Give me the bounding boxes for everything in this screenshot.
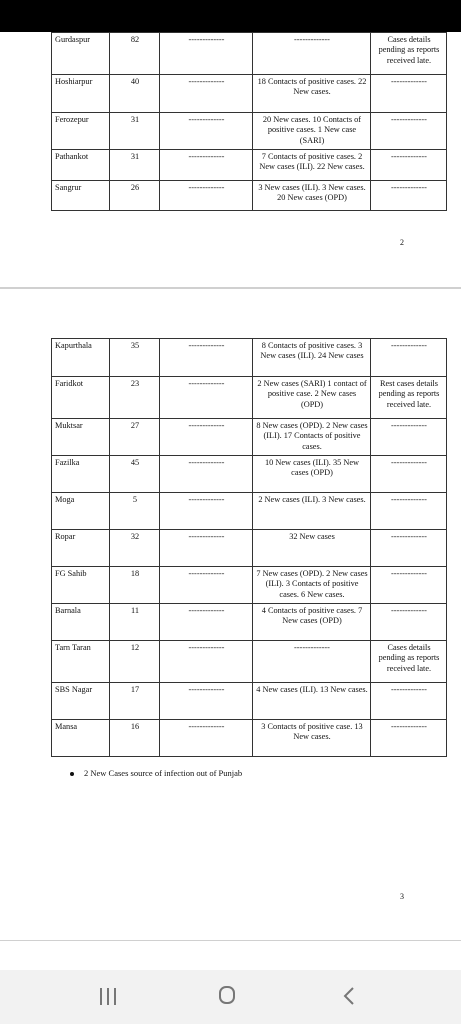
table-row: [52, 150, 447, 181]
case-details: 3 New cases (ILI). 3 New cases. 20 New cases (OPD): [253, 181, 371, 211]
case-details: 32 New cases: [253, 530, 371, 567]
district-name: Moga: [52, 493, 110, 530]
case-count: 32: [110, 530, 160, 567]
district-name: Pathankot: [52, 150, 110, 181]
district-name: Muktsar: [52, 419, 110, 456]
cell-col3: -------------: [160, 75, 253, 113]
cell-col3: -------------: [160, 113, 253, 150]
district-name: Hoshiarpur: [52, 75, 110, 113]
home-icon[interactable]: [219, 986, 235, 1004]
case-count: 40: [110, 75, 160, 113]
case-details: 20 New cases. 10 Contacts of positive cases. 1 New case (SARI): [253, 113, 371, 150]
case-count: 17: [110, 683, 160, 720]
remarks: -------------: [371, 75, 447, 113]
remarks: -------------: [371, 720, 447, 757]
table-row: [52, 419, 447, 456]
table-row: [52, 33, 447, 75]
case-details: 7 Contacts of positive cases. 2 New cases (ILI). 22 New cases.: [253, 150, 371, 181]
cell-col3: -------------: [160, 493, 253, 530]
district-name: Faridkot: [52, 377, 110, 419]
table-row: [52, 181, 447, 211]
cell-col3: -------------: [160, 419, 253, 456]
case-count: 31: [110, 113, 160, 150]
case-details: -------------: [253, 33, 371, 75]
page-number: 3: [400, 892, 404, 901]
district-name: Fazilka: [52, 456, 110, 493]
table-row: [52, 339, 447, 377]
remarks: Rest cases details pending as reports received late.: [371, 377, 447, 419]
table-row: [52, 377, 447, 419]
table-row: [52, 493, 447, 530]
table-row: [52, 113, 447, 150]
cell-col3: -------------: [160, 339, 253, 377]
table-row: [52, 567, 447, 604]
case-count: 5: [110, 493, 160, 530]
district-name: Sangrur: [52, 181, 110, 211]
cell-col3: -------------: [160, 150, 253, 181]
table-row: [52, 683, 447, 720]
remarks: -------------: [371, 493, 447, 530]
case-details: 2 New cases (ILI). 3 New cases.: [253, 493, 371, 530]
footnote: [70, 768, 242, 778]
district-name: Mansa: [52, 720, 110, 757]
recent-apps-icon[interactable]: [100, 988, 118, 1005]
remarks: -------------: [371, 530, 447, 567]
district-cases-table-page-2: [51, 32, 447, 211]
case-details: 18 Contacts of positive cases. 22 New cases.: [253, 75, 371, 113]
district-name: Ropar: [52, 530, 110, 567]
cell-col3: -------------: [160, 377, 253, 419]
footnote-text: 2 New Cases source of infection out of Punjab: [84, 768, 243, 778]
page-number: 2: [400, 238, 404, 247]
case-count: 18: [110, 567, 160, 604]
case-details: 7 New cases (OPD). 2 New cases (ILI). 3 Contacts of positive cases. 6 New cases.: [253, 567, 371, 604]
cell-col3: -------------: [160, 530, 253, 567]
district-name: Gurdaspur: [52, 33, 110, 75]
district-name: Ferozepur: [52, 113, 110, 150]
page-divider: [0, 940, 461, 941]
remarks: -------------: [371, 683, 447, 720]
table-row: [52, 720, 447, 757]
remarks: -------------: [371, 456, 447, 493]
district-name: Barnala: [52, 604, 110, 641]
case-details: 3 Contacts of positive case. 13 New cases.: [253, 720, 371, 757]
case-details: 10 New cases (ILI). 35 New cases (OPD): [253, 456, 371, 493]
district-cases-table-page-3: [51, 338, 447, 757]
case-count: 26: [110, 181, 160, 211]
page-divider: [0, 287, 461, 289]
district-name: Kapurthala: [52, 339, 110, 377]
case-count: 45: [110, 456, 160, 493]
cell-col3: -------------: [160, 567, 253, 604]
district-name: Tarn Taran: [52, 641, 110, 683]
cell-col3: -------------: [160, 720, 253, 757]
remarks: -------------: [371, 181, 447, 211]
cell-col3: -------------: [160, 641, 253, 683]
status-bar: [0, 0, 461, 32]
case-details: 4 Contacts of positive cases. 7 New cases (OPD): [253, 604, 371, 641]
cell-col3: -------------: [160, 181, 253, 211]
remarks: Cases details pending as reports received late.: [371, 641, 447, 683]
remarks: -------------: [371, 567, 447, 604]
case-count: 12: [110, 641, 160, 683]
cell-col3: -------------: [160, 604, 253, 641]
table-row: [52, 456, 447, 493]
table-row: [52, 530, 447, 567]
back-icon[interactable]: [342, 986, 356, 1006]
remarks: -------------: [371, 113, 447, 150]
table-row: [52, 641, 447, 683]
cell-col3: -------------: [160, 33, 253, 75]
cell-col3: -------------: [160, 683, 253, 720]
remarks: -------------: [371, 419, 447, 456]
remarks: -------------: [371, 339, 447, 377]
cell-col3: -------------: [160, 456, 253, 493]
case-details: 8 New cases (OPD). 2 New cases (ILI). 17 Contacts of positive cases.: [253, 419, 371, 456]
case-count: 82: [110, 33, 160, 75]
bullet-icon: [70, 772, 74, 776]
table-row: [52, 75, 447, 113]
case-count: 23: [110, 377, 160, 419]
case-count: 11: [110, 604, 160, 641]
case-count: 27: [110, 419, 160, 456]
table-row: [52, 604, 447, 641]
district-name: SBS Nagar: [52, 683, 110, 720]
case-details: 4 New cases (ILI). 13 New cases.: [253, 683, 371, 720]
case-count: 16: [110, 720, 160, 757]
case-details: 2 New cases (SARI) 1 contact of positive case. 2 New cases (OPD): [253, 377, 371, 419]
remarks: -------------: [371, 150, 447, 181]
remarks: Cases details pending as reports received late.: [371, 33, 447, 75]
case-count: 31: [110, 150, 160, 181]
remarks: -------------: [371, 604, 447, 641]
case-count: 35: [110, 339, 160, 377]
district-name: FG Sahib: [52, 567, 110, 604]
case-details: 8 Contacts of positive cases. 3 New cases (ILI). 24 New cases: [253, 339, 371, 377]
case-details: -------------: [253, 641, 371, 683]
